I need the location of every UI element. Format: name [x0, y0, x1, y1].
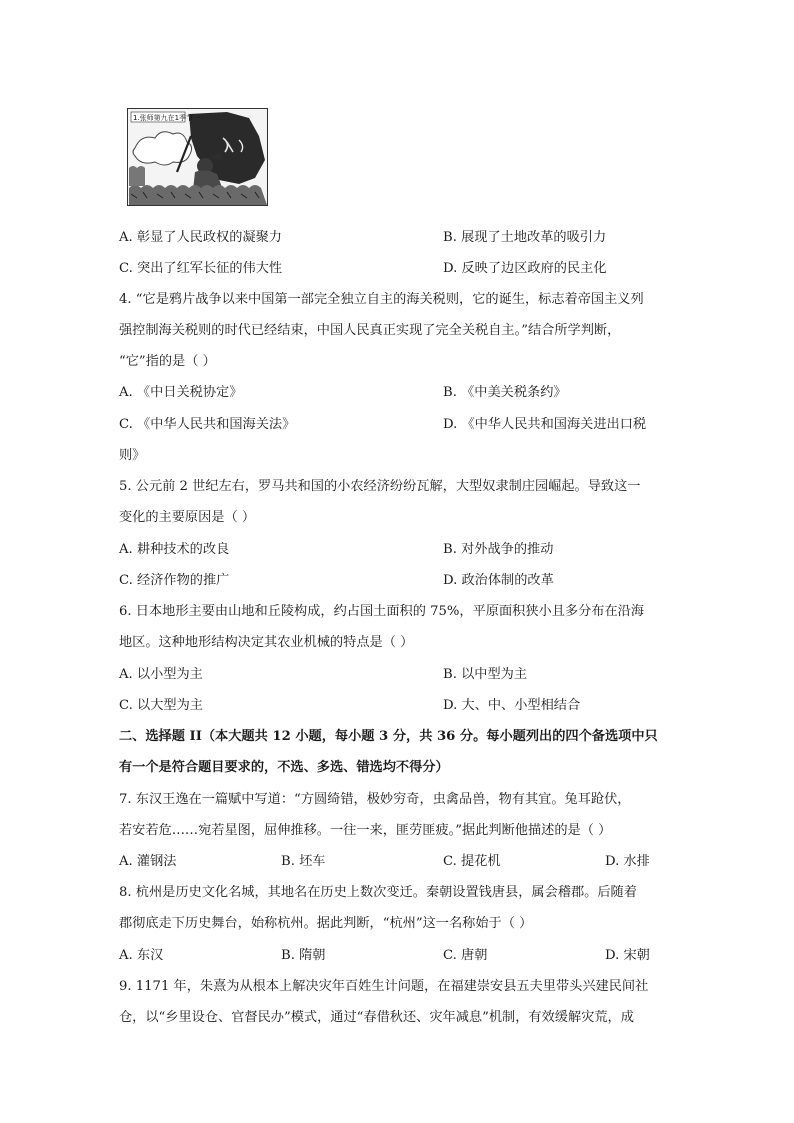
q4-option-c: C. 《中华人民共和国海关法》: [119, 417, 296, 432]
q6-option-c: C. 以大型为主: [119, 698, 203, 713]
q6-option-b: B. 以中型为主: [443, 667, 528, 682]
q6-stem-line1: 6. 日本地形主要由山地和丘陵构成，约占国土面积的 75%，平原面积狭小且多分布在沿海: [119, 604, 645, 619]
q7-stem-line1: 7. 东汉王逸在一篇赋中写道：“方圆绮错，极妙穷奇，虫禽品兽，物有其宜。兔耳跄伏，: [119, 792, 631, 807]
q7-option-c: C. 提花机: [443, 854, 501, 869]
figure-caption: 1.张师第九在1季节一: [133, 114, 201, 122]
q4-stem-line2: 强控制海关税则的时代已经结束，中国人民真正实现了完全关税自主。”结合所学判断，: [119, 323, 621, 338]
q4-option-d-line2: 则》: [119, 448, 146, 463]
q6-option-d: D. 大、中、小型相结合: [443, 698, 581, 713]
q4-option-a: A. 《中日关税协定》: [119, 385, 243, 400]
q8-option-d: D. 宋朝: [605, 948, 650, 963]
q4-stem-line3: “它”指的是（ ）: [119, 354, 216, 369]
q9-stem-line2: 仓，以“乡里设仓、官督民办”模式，通过“春借秋还、灾年减息”机制，有效缓解灾荒，成: [119, 1010, 634, 1025]
q6-stem-line2: 地区。这种地形结构决定其农业机械的特点是（ ）: [119, 635, 414, 650]
q5-option-a: A. 耕种技术的改良: [119, 542, 230, 557]
q7-option-b: B. 坯车: [281, 854, 326, 869]
q6-option-a: A. 以小型为主: [119, 667, 203, 682]
q3-option-d: D. 反映了边区政府的民主化: [443, 261, 607, 276]
q5-option-c: C. 经济作物的推广: [119, 573, 230, 588]
q7-option-d: D. 水排: [605, 854, 650, 869]
q5-stem-line1: 5. 公元前 2 世纪左右，罗马共和国的小农经济纷纷瓦解，大型奴隶制庄园崛起。导致这一: [119, 479, 641, 494]
q8-option-b: B. 隋朝: [281, 948, 326, 963]
q8-stem-line1: 8. 杭州是历史文化名城，其地名在历史上数次变迁。秦朝设置钱唐县，属会稽郡。后随着: [119, 885, 637, 900]
q3-option-b: B. 展现了土地改革的吸引力: [443, 230, 607, 245]
q7-stem-line2: 若安若危……宛若星图，屈伸推移。一往一来，匪劳匪疲。”据此判断他描述的是（ ）: [119, 823, 612, 838]
section2-heading-line1: 二、选择题 II（本大题共 12 小题，每小题 3 分，共 36 分。每小题列出的四个备选项中只: [119, 729, 658, 744]
q7-option-a: A. 灌钢法: [119, 854, 177, 869]
q4-stem-line1: 4. “它是鸦片战争以来中国第一部完全独立自主的海关税则，它的诞生，标志着帝国主义列: [119, 292, 644, 307]
q5-stem-line2: 变化的主要原因是（ ）: [119, 510, 256, 525]
q5-option-b: B. 对外战争的推动: [443, 542, 554, 557]
q4-option-b: B. 《中美关税条约》: [443, 385, 567, 400]
q3-option-a: A. 彰显了人民政权的凝聚力: [119, 230, 282, 245]
q9-stem-line1: 9. 1171 年，朱熹为从根本上解决灾年百姓生计问题，在福建崇安县五夫里带头兴建民间社: [119, 979, 649, 994]
q8-option-c: C. 唐朝: [443, 948, 488, 963]
cartoon-figure: [127, 108, 268, 206]
q3-option-c: C. 突出了红军长征的伟大性: [119, 261, 283, 276]
q4-option-d-line1: D. 《中华人民共和国海关进出口税: [443, 417, 647, 432]
q5-option-d: D. 政治体制的改革: [443, 573, 554, 588]
q8-stem-line2: 郡彻底走下历史舞台，始称杭州。据此判断，“杭州”这一名称始于（ ）: [119, 916, 533, 931]
section2-heading-line2: 有一个是符合题目要求的，不选、多选、错选均不得分）: [119, 760, 449, 775]
q8-option-a: A. 东汉: [119, 948, 164, 963]
cartoon-illustration: [127, 108, 268, 206]
